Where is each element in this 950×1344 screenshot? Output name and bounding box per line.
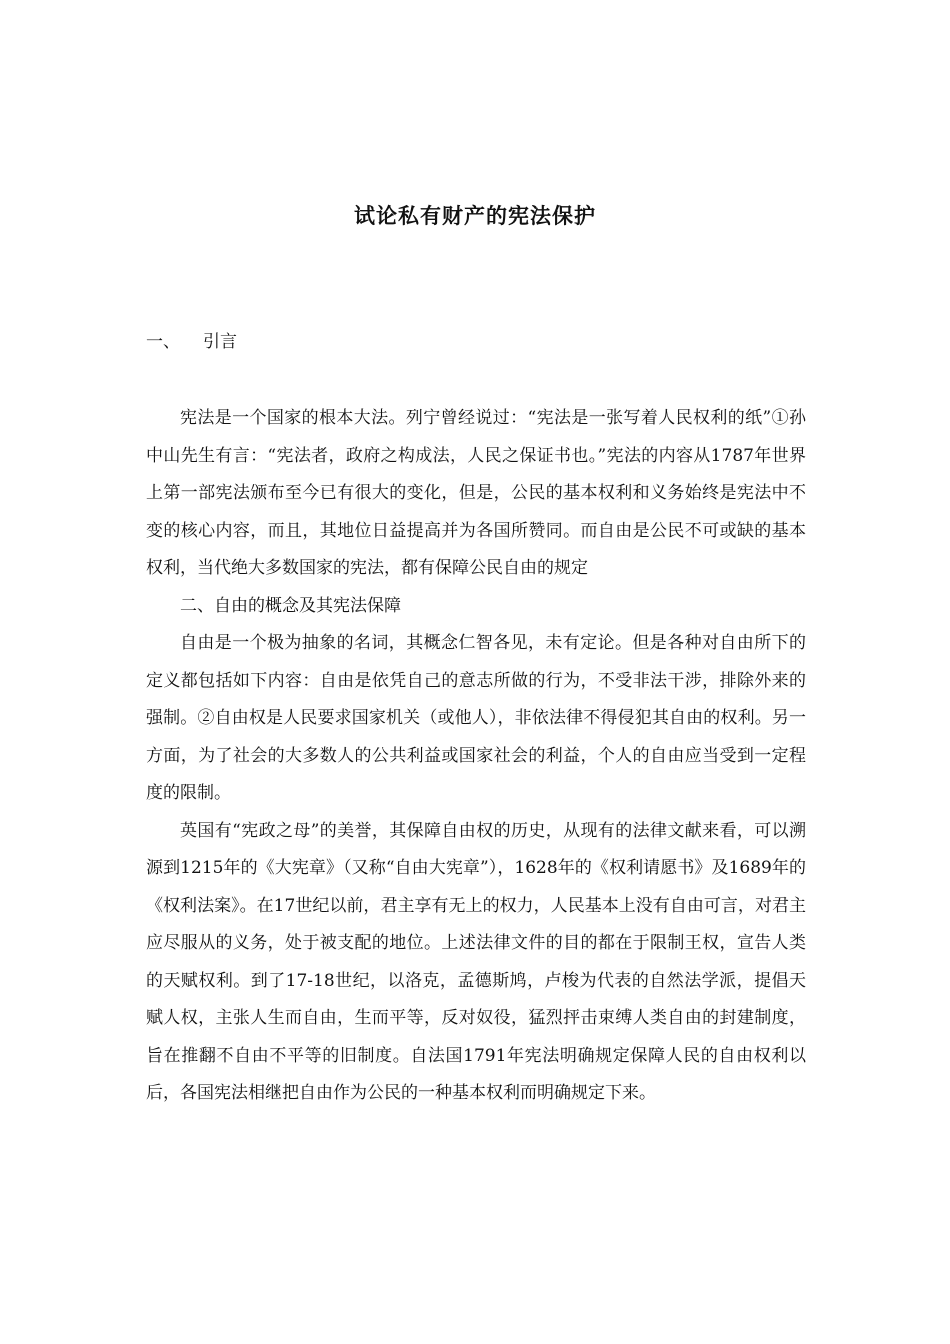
section-number: 一、 xyxy=(146,332,180,352)
section-heading-introduction xyxy=(146,327,237,352)
body-text xyxy=(146,400,806,1113)
section-heading-freedom: 二、自由的概念及其宪法保障 xyxy=(180,595,401,616)
section-heading-text: 引言 xyxy=(203,332,237,352)
document-title: 试论私有财产的宪法保护 xyxy=(354,203,596,228)
paragraph-constitution-intro: 宪法是一个国家的根本大法。列宁曾经说过：“宪法是一张写着人民权利的纸”①孙中山先生有言：“宪法者，政府之构成法，人民之保证书也。”宪法的内容从1787年世界上第一部宪法颁布至今已有很大的变化，但是，公民的基本权利和义务始终是宪法中不变的核心内容，而且，其地位日益提高并为各国所赞同。而自由是公民不可或缺的基本权利，当代绝大多数国家的宪法，都有保障公民自由的规定 xyxy=(146,408,806,578)
paragraph-england-history: 英国有“宪政之母”的美誉，其保障自由权的历史，从现有的法律文献来看，可以溯源到1215年的《大宪章》（又称“自由大宪章”），1628年的《权利请愿书》及1689年的《权利法案》。在17世纪以前，君主享有无上的权力，人民基本上没有自由可言，对君主应尽服从的义务，处于被支配的地位。上述法律文件的目的都在于限制王权，宣告人类的天赋权利。到了17-18世纪，以洛克，孟德斯鸠，卢梭为代表的自然法学派，提倡天赋人权，主张人生而自由，生而平等，反对奴役，猛烈抨击束缚人类自由的封建制度，旨在推翻不自由不平等的旧制度。自法国1791年宪法明确规定保障人民的自由权利以后，各国宪法相继把自由作为公民的一种基本权利而明确规定下来。 xyxy=(146,820,806,1103)
paragraph-freedom-concept: 自由是一个极为抽象的名词，其概念仁智各见，未有定论。但是各种对自由所下的定义都包括如下内容：自由是依凭自己的意志所做的行为，不受非法干涉，排除外来的强制。②自由权是人民要求国家机关（或他人），非依法律不得侵犯其自由的权利。另一方面，为了社会的大多数人的公共利益或国家社会的利益，个人的自由应当受到一定程度的限制。 xyxy=(146,633,806,803)
